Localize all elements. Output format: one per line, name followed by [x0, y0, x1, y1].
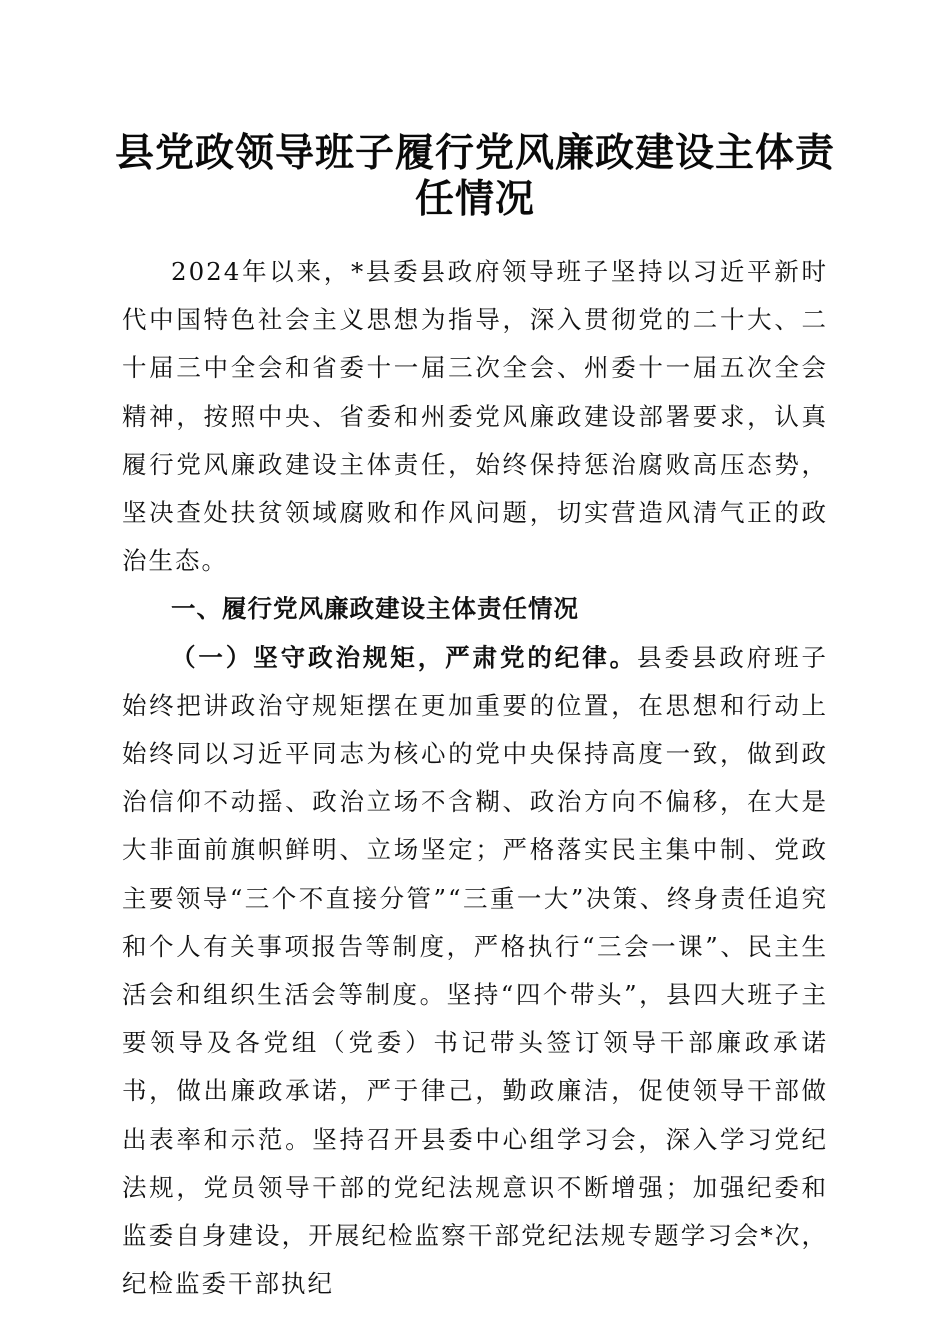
- intro-paragraph: 2024年以来，*县委县政府领导班子坚持以习近平新时代中国特色社会主义思想为指导，深入贯彻党的二十大、二十届三中全会和省委十一届三次全会、州委十一届五次全会精神，按照中央、省委和州委党风廉政建设部署要求，认真履行党风廉政建设主体责任，始终保持惩治腐败高压态势，坚决查处扶贫领域腐败和作风问题，切实营造风清气正的政治生态。: [122, 257, 828, 576]
- subsection-body: 县委县政府班子始终把讲政治守规矩摆在更加重要的位置，在思想和行动上始终同以习近平同志为核心的党中央保持高度一致，做到政治信仰不动摇、政治立场不含糊、政治方向不偏移，在大是大非面前旗帜鲜明、立场坚定；严格落实民主集中制、党政主要领导“三个不直接分管”“三重一大”决策、终身责任追究和个人有关事项报告等制度，严格执行“三会一课”、民主生活会和组织生活会等制度。坚持“四个带头”，县四大班子主要领导及各党组（党委）书记带头签订领导干部廉政承诺书，做出廉政承诺，严于律己，勤政廉洁，促使领导干部做出表率和示范。坚持召开县委中心组学习会，深入学习党纪法规，党员领导干部的党纪法规意识不断增强；加强纪委和监委自身建设，开展纪检监察干部党纪法规专题学习会*次，纪检监委干部执纪: [122, 642, 829, 1299]
- section-heading: 一、履行党风廉政建设主体责任情况: [171, 594, 579, 624]
- document-body: [122, 248, 828, 1308]
- document-title: 县党政领导班子履行党风廉政建设主体责任情况: [114, 130, 835, 222]
- subsection-lead: （一）坚守政治规矩，严肃党的纪律。: [171, 642, 638, 672]
- subsection-paragraph: [122, 634, 828, 1309]
